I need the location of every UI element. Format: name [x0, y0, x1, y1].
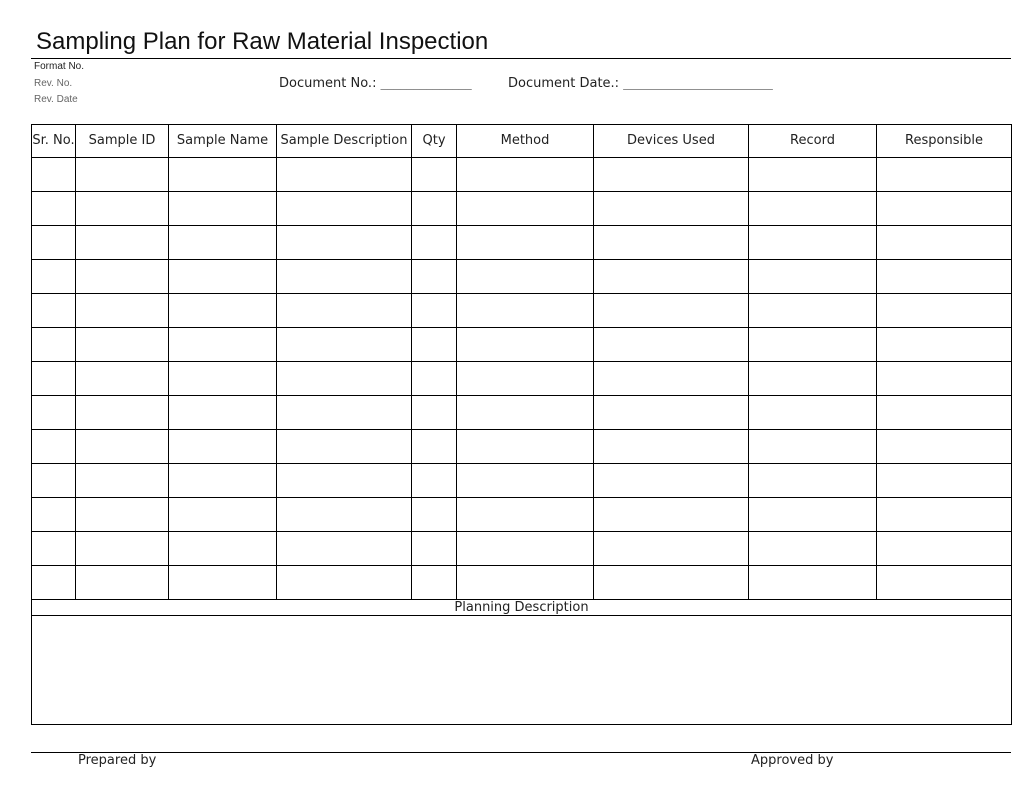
table-cell[interactable] — [877, 430, 1012, 464]
table-cell[interactable] — [169, 396, 277, 430]
table-cell[interactable] — [594, 328, 749, 362]
table-row — [32, 464, 1012, 498]
table-cell[interactable] — [412, 226, 457, 260]
table-cell[interactable] — [594, 158, 749, 192]
prepared-by-label: Prepared by — [78, 753, 157, 768]
table-cell[interactable] — [749, 294, 877, 328]
table-row — [32, 396, 1012, 430]
table-cell[interactable] — [277, 192, 412, 226]
table-cell[interactable] — [76, 192, 169, 226]
table-cell[interactable] — [412, 192, 457, 226]
column-header-devices-used: Devices Used — [594, 125, 749, 158]
table-cell[interactable] — [457, 226, 594, 260]
table-cell[interactable] — [32, 498, 76, 532]
table-cell[interactable] — [277, 464, 412, 498]
table-cell[interactable] — [277, 226, 412, 260]
rev-date-label: Rev. Date — [34, 94, 78, 105]
planning-description-row — [32, 616, 1012, 725]
table-cell[interactable] — [169, 532, 277, 566]
column-header-responsible: Responsible — [877, 125, 1012, 158]
table-cell[interactable] — [749, 464, 877, 498]
table-cell[interactable] — [169, 192, 277, 226]
table-cell[interactable] — [169, 158, 277, 192]
column-header-method: Method — [457, 125, 594, 158]
table-row — [32, 158, 1012, 192]
table-cell[interactable] — [877, 158, 1012, 192]
table-cell[interactable] — [412, 396, 457, 430]
table-cell[interactable] — [76, 158, 169, 192]
table-cell[interactable] — [412, 566, 457, 600]
table-cell[interactable] — [169, 260, 277, 294]
table-cell[interactable] — [277, 158, 412, 192]
table-cell[interactable] — [594, 430, 749, 464]
table-cell[interactable] — [457, 362, 594, 396]
table-cell[interactable] — [32, 396, 76, 430]
table-row — [32, 430, 1012, 464]
sampling-plan-table — [31, 124, 1012, 725]
column-header-record: Record — [749, 125, 877, 158]
document-no-label: Document No.: — [279, 76, 377, 91]
table-cell[interactable] — [877, 362, 1012, 396]
title-divider — [31, 58, 1011, 59]
table-cell[interactable] — [457, 158, 594, 192]
table-row — [32, 192, 1012, 226]
table-cell[interactable] — [32, 328, 76, 362]
table-cell[interactable] — [457, 396, 594, 430]
table-cell[interactable] — [594, 294, 749, 328]
table-cell[interactable] — [457, 498, 594, 532]
table-cell[interactable] — [277, 430, 412, 464]
table-cell[interactable] — [412, 362, 457, 396]
table-cell[interactable] — [76, 430, 169, 464]
table-cell[interactable] — [76, 566, 169, 600]
table-cell[interactable] — [412, 430, 457, 464]
table-cell[interactable] — [32, 430, 76, 464]
planning-description-label: Planning Description — [32, 600, 1012, 616]
document-date-blank[interactable]: _______________________ — [623, 76, 773, 91]
table-cell[interactable] — [749, 498, 877, 532]
approved-by-label: Approved by — [751, 753, 834, 768]
table-cell[interactable] — [877, 260, 1012, 294]
table-cell[interactable] — [457, 260, 594, 294]
rev-no-label: Rev. No. — [34, 78, 73, 89]
table-cell[interactable] — [277, 328, 412, 362]
table-cell[interactable] — [169, 328, 277, 362]
table-cell[interactable] — [412, 294, 457, 328]
table-cell[interactable] — [457, 328, 594, 362]
table-cell[interactable] — [277, 396, 412, 430]
table-cell[interactable] — [277, 260, 412, 294]
table-cell[interactable] — [32, 532, 76, 566]
table-cell[interactable] — [749, 396, 877, 430]
table-cell[interactable] — [749, 226, 877, 260]
table-cell[interactable] — [412, 464, 457, 498]
table-cell[interactable] — [32, 226, 76, 260]
table-cell[interactable] — [594, 260, 749, 294]
table-cell[interactable] — [749, 158, 877, 192]
table-cell[interactable] — [877, 294, 1012, 328]
table-row — [32, 260, 1012, 294]
table-cell[interactable] — [76, 328, 169, 362]
table-row — [32, 294, 1012, 328]
table-cell[interactable] — [457, 464, 594, 498]
table-cell[interactable] — [749, 362, 877, 396]
table-cell[interactable] — [457, 532, 594, 566]
table-cell[interactable] — [32, 192, 76, 226]
table-cell[interactable] — [749, 260, 877, 294]
table-cell[interactable] — [169, 294, 277, 328]
document-date-field — [508, 76, 773, 91]
document-no-field — [279, 76, 472, 91]
table-cell[interactable] — [76, 294, 169, 328]
table-cell[interactable] — [457, 192, 594, 226]
column-header-sample-description: Sample Description — [277, 125, 412, 158]
table-cell[interactable] — [277, 532, 412, 566]
table-cell[interactable] — [169, 362, 277, 396]
table-cell[interactable] — [594, 566, 749, 600]
table-cell[interactable] — [32, 260, 76, 294]
table-cell[interactable] — [457, 430, 594, 464]
table-cell[interactable] — [457, 566, 594, 600]
table-cell[interactable] — [594, 226, 749, 260]
planning-description-header-row — [32, 600, 1012, 616]
table-row — [32, 498, 1012, 532]
table-cell[interactable] — [594, 498, 749, 532]
table-cell[interactable] — [877, 566, 1012, 600]
table-cell[interactable] — [594, 192, 749, 226]
table-cell[interactable] — [749, 566, 877, 600]
table-cell[interactable] — [76, 226, 169, 260]
table-cell[interactable] — [877, 498, 1012, 532]
table-cell[interactable] — [76, 362, 169, 396]
column-header-qty: Qty — [412, 125, 457, 158]
table-cell[interactable] — [32, 158, 76, 192]
table-cell[interactable] — [169, 226, 277, 260]
table-cell[interactable] — [76, 464, 169, 498]
table-cell[interactable] — [277, 498, 412, 532]
column-header-sample-id: Sample ID — [76, 125, 169, 158]
planning-description-area[interactable] — [32, 616, 1012, 725]
document-no-blank[interactable]: ______________ — [380, 76, 472, 91]
table-cell[interactable] — [412, 158, 457, 192]
table-cell[interactable] — [277, 294, 412, 328]
table-cell[interactable] — [594, 396, 749, 430]
page-title: Sampling Plan for Raw Material Inspection — [36, 28, 489, 55]
table-cell[interactable] — [412, 328, 457, 362]
table-row — [32, 328, 1012, 362]
table-cell[interactable] — [749, 430, 877, 464]
table-cell[interactable] — [277, 566, 412, 600]
column-header-sample-name: Sample Name — [169, 125, 277, 158]
table-row — [32, 226, 1012, 260]
table-cell[interactable] — [457, 294, 594, 328]
table-cell[interactable] — [76, 498, 169, 532]
table-cell[interactable] — [594, 532, 749, 566]
table-cell[interactable] — [412, 260, 457, 294]
table-cell[interactable] — [76, 396, 169, 430]
footer-divider — [31, 752, 1011, 753]
table-row — [32, 532, 1012, 566]
table-header-row — [32, 125, 1012, 158]
table-cell[interactable] — [749, 532, 877, 566]
table-body — [32, 158, 1012, 600]
table-cell[interactable] — [749, 328, 877, 362]
table-cell[interactable] — [169, 566, 277, 600]
table-cell[interactable] — [877, 396, 1012, 430]
table-cell[interactable] — [32, 464, 76, 498]
table-cell[interactable] — [594, 362, 749, 396]
table-cell[interactable] — [169, 498, 277, 532]
table-cell[interactable] — [412, 532, 457, 566]
table-row — [32, 566, 1012, 600]
table-cell[interactable] — [169, 464, 277, 498]
table-cell[interactable] — [169, 430, 277, 464]
table-cell[interactable] — [749, 192, 877, 226]
document-date-label: Document Date.: — [508, 76, 620, 91]
table-cell[interactable] — [877, 328, 1012, 362]
table-cell[interactable] — [32, 566, 76, 600]
table-cell[interactable] — [877, 192, 1012, 226]
table-row — [32, 362, 1012, 396]
table-cell[interactable] — [32, 294, 76, 328]
table-cell[interactable] — [877, 464, 1012, 498]
table-cell[interactable] — [877, 226, 1012, 260]
table-cell[interactable] — [277, 362, 412, 396]
table-cell[interactable] — [32, 362, 76, 396]
format-no-label: Format No. — [34, 61, 85, 72]
table-cell[interactable] — [76, 532, 169, 566]
table-cell[interactable] — [877, 532, 1012, 566]
column-header-sr-no: Sr. No. — [32, 125, 76, 158]
table-cell[interactable] — [76, 260, 169, 294]
table-cell[interactable] — [594, 464, 749, 498]
table-cell[interactable] — [412, 498, 457, 532]
